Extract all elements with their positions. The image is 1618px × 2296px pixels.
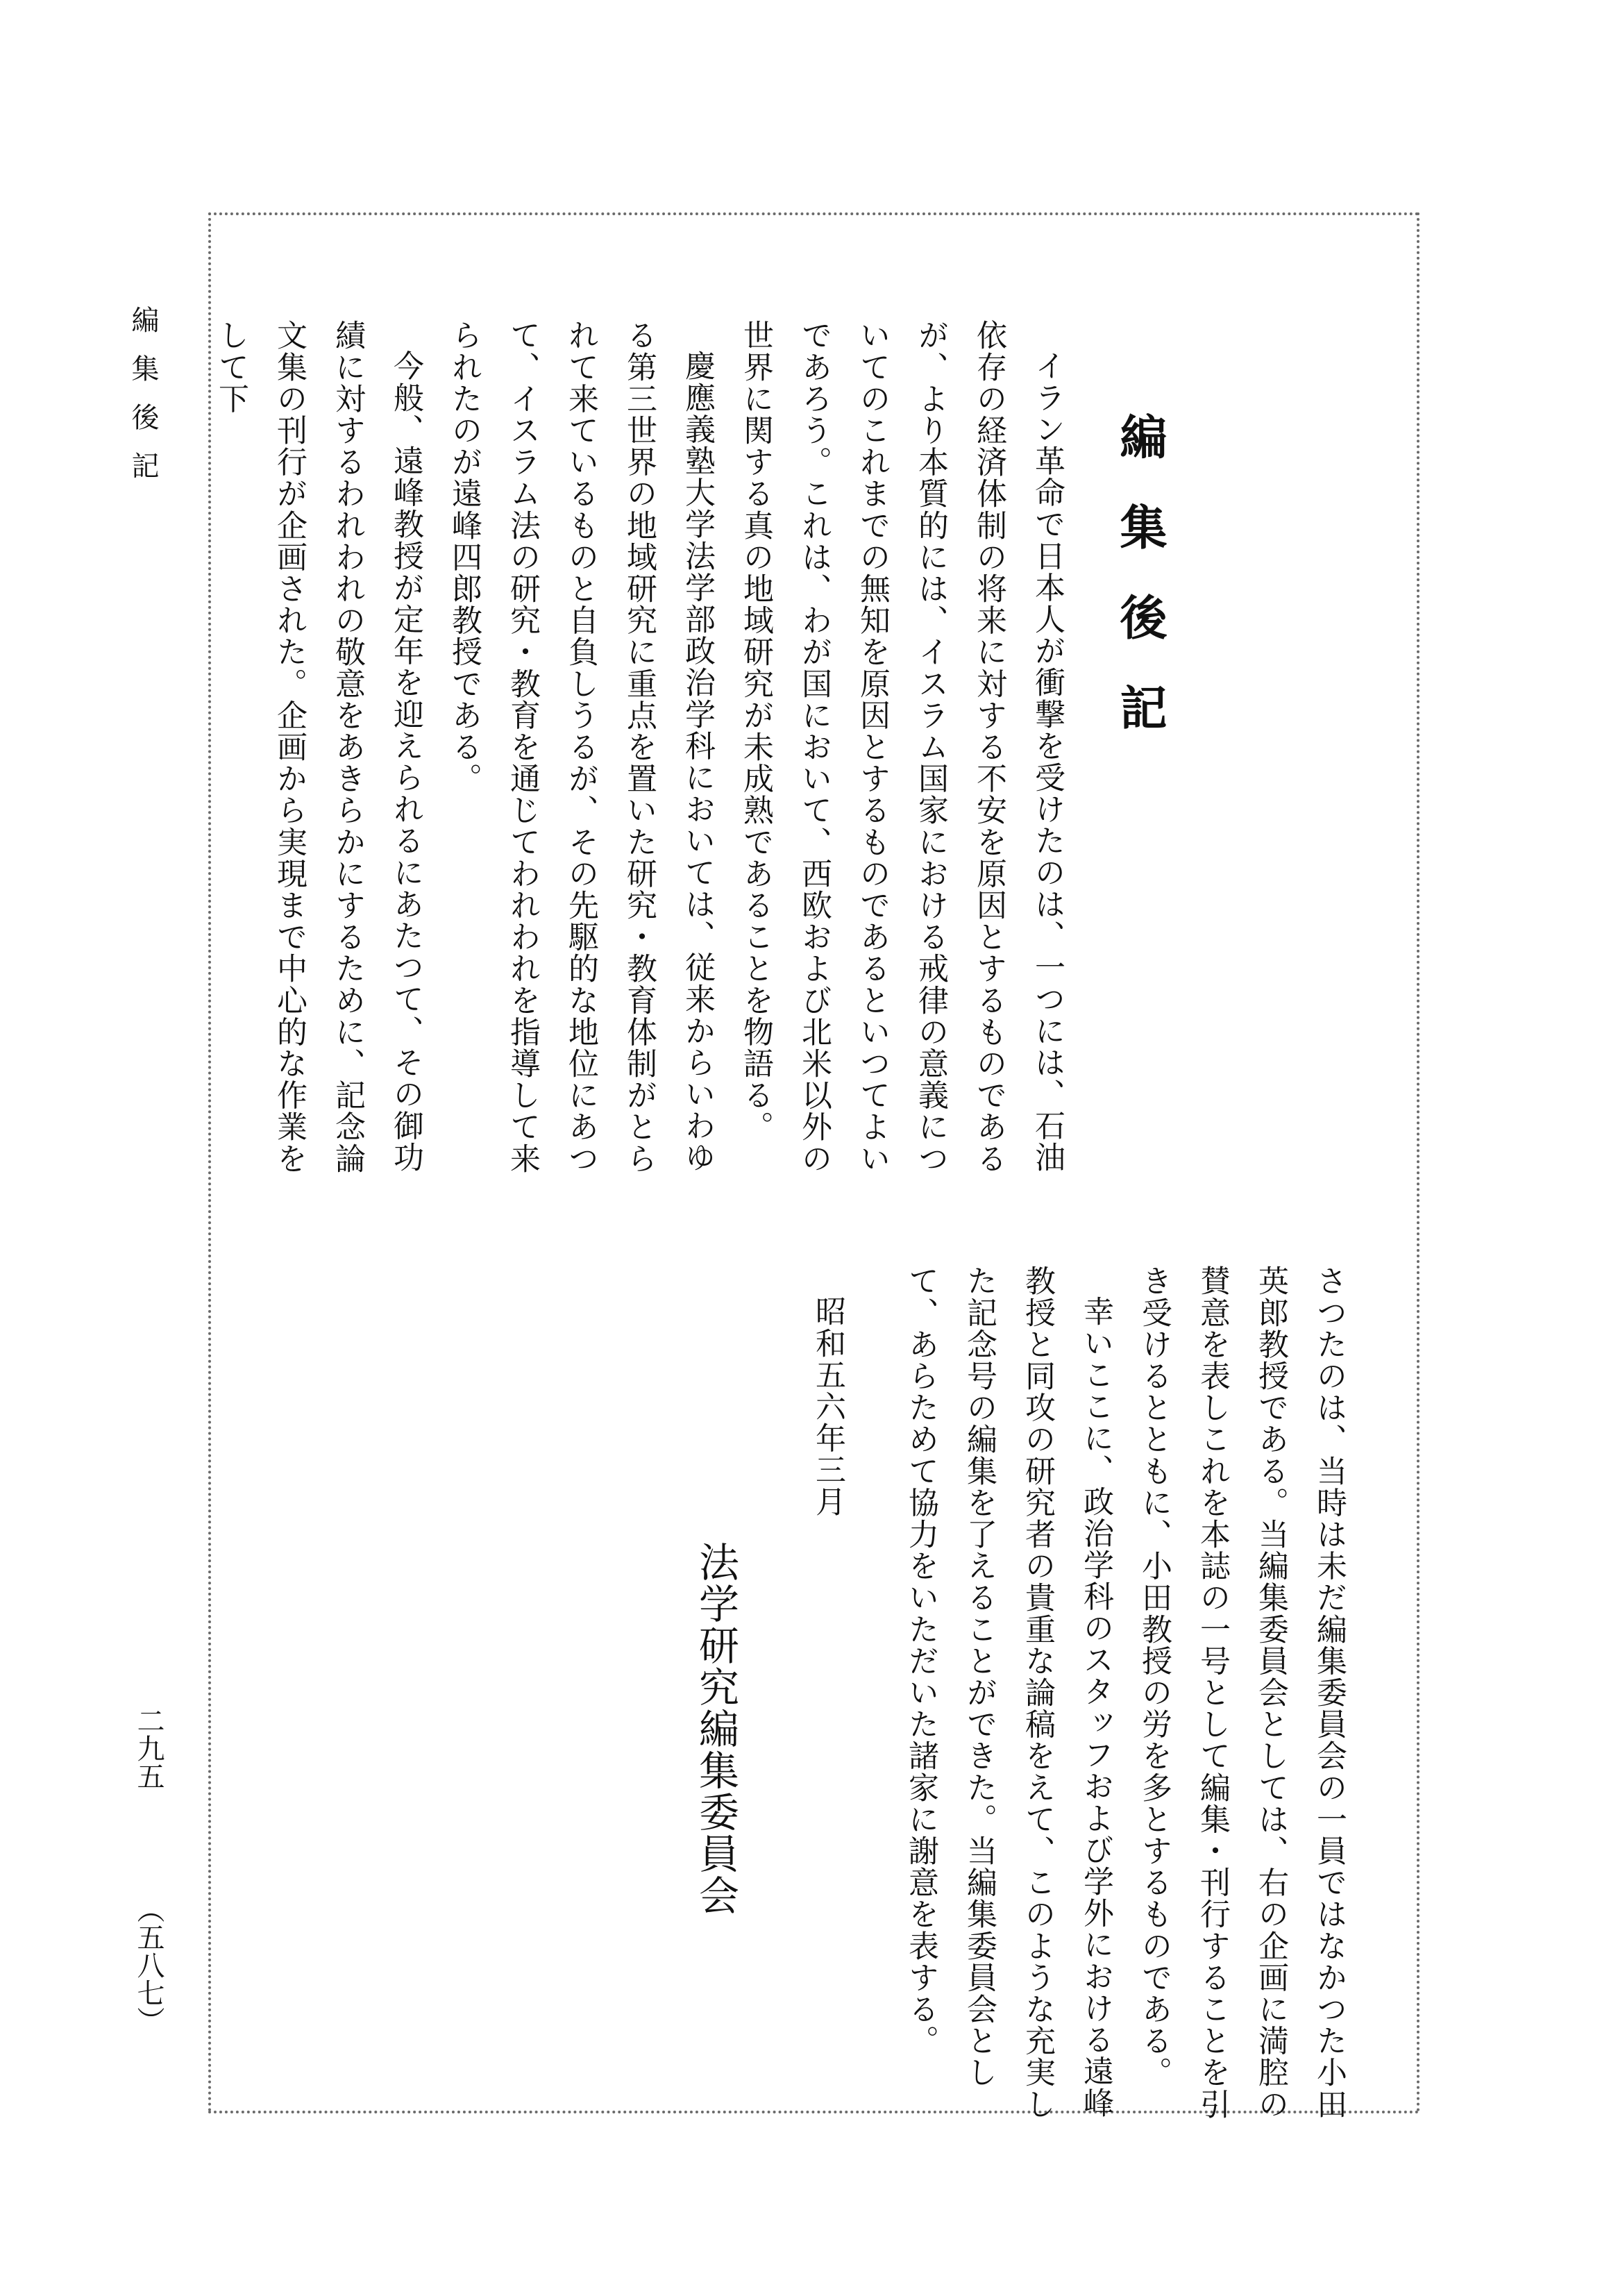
paragraph: イラン革命で日本人が衝撃を受けたのは、一つには、石油依存の経済体制の将来に対する不安を原因とするものであるが、より本質的には、イスラム国家における戒律の意義についてのこれまでの無知を原因とするものであるといつてよいであろう。これは、わが国において、西欧および北米以外の世界に関する真の地域研究が未成熟であることを物語る。 [738, 319, 1065, 1175]
body-text-lower [901, 1265, 1358, 2122]
paragraph: 慶應義塾大学法学部政治学科においては、従来からいわゆる第三世界の地域研究に重点を置いた研究・教育体制がとられて来ているものと自負しうるが、その先駆的な地位にあつて、イスラム法の研究・教育を通じてわれわれを指導して来られたのが遠峰四郎教授である。 [446, 319, 715, 1175]
running-head: 編集後記 [127, 305, 159, 500]
folio-page: 二九五 [133, 1707, 165, 1790]
date: 昭和五六年三月 [810, 1296, 845, 1518]
paragraph: さつたのは、当時は未だ編集委員会の一員ではなかつた小田英郎教授である。当編集委員会としては、右の企画に満腔の賛意を表しこれを本誌の一号として編集・刊行することを引き受けるとともに、小田教授の労を多とするものである。 [1136, 1265, 1347, 2120]
signature: 法学研究編集委員会 [692, 1541, 739, 1916]
folio-total-page: （五八七） [133, 1895, 165, 2034]
page-title: 編集後記 [1112, 412, 1168, 773]
body-text-upper [213, 319, 1076, 1177]
page-number [133, 1707, 165, 2034]
paragraph: 幸いここに、政治学科のスタッフおよび学外における遠峰教授と同攻の研究者の貴重な論稿をえて、このような充実した記念号の編集を了えることができた。当編集委員会として、あらためて協力をいただいた諸家に謝意を表する。 [903, 1265, 1113, 2120]
paragraph: 今般、遠峰教授が定年を迎えられるにあたつて、その御功績に対するわれわれの敬意をあきらかにするために、記念論文集の刊行が企画された。企画から実現まで中心的な作業をして下 [213, 319, 423, 1175]
